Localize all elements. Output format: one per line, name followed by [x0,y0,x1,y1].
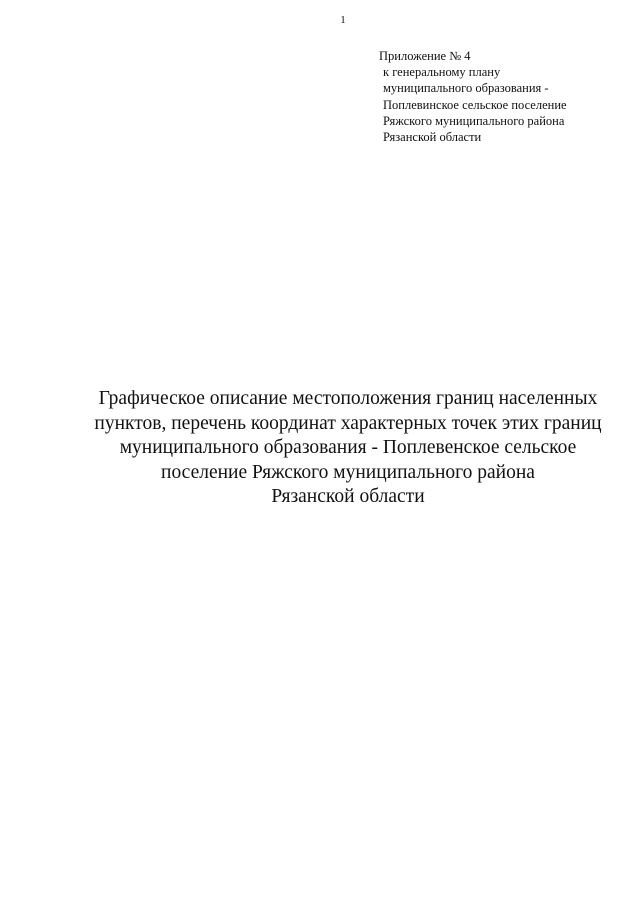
page-number: 1 [340,14,346,26]
appendix-line-number: Приложение № 4 [379,49,471,63]
document-title [60,387,636,510]
appendix-line-settlement: Поплевинское сельское поселение [383,97,567,112]
appendix-line-district: Ряжского муниципального района [383,113,565,128]
title-line-4: поселение Ряжского муниципального района [161,461,535,483]
title-line-1: Графическое описание местоположения границ населенных [98,388,598,409]
appendix-line-region: Рязанской области [383,130,482,145]
title-line-5: Рязанской области [271,486,425,507]
title-line-2: пунктов, перечень координат характерных точек этих границ [94,412,602,434]
appendix-block [379,48,629,145]
appendix-line-municipality: муниципального образования - [383,81,549,96]
appendix-line-plan: к генеральному плану [383,65,501,80]
title-line-3: муниципального образования - Поплевенское сельское [119,437,577,458]
